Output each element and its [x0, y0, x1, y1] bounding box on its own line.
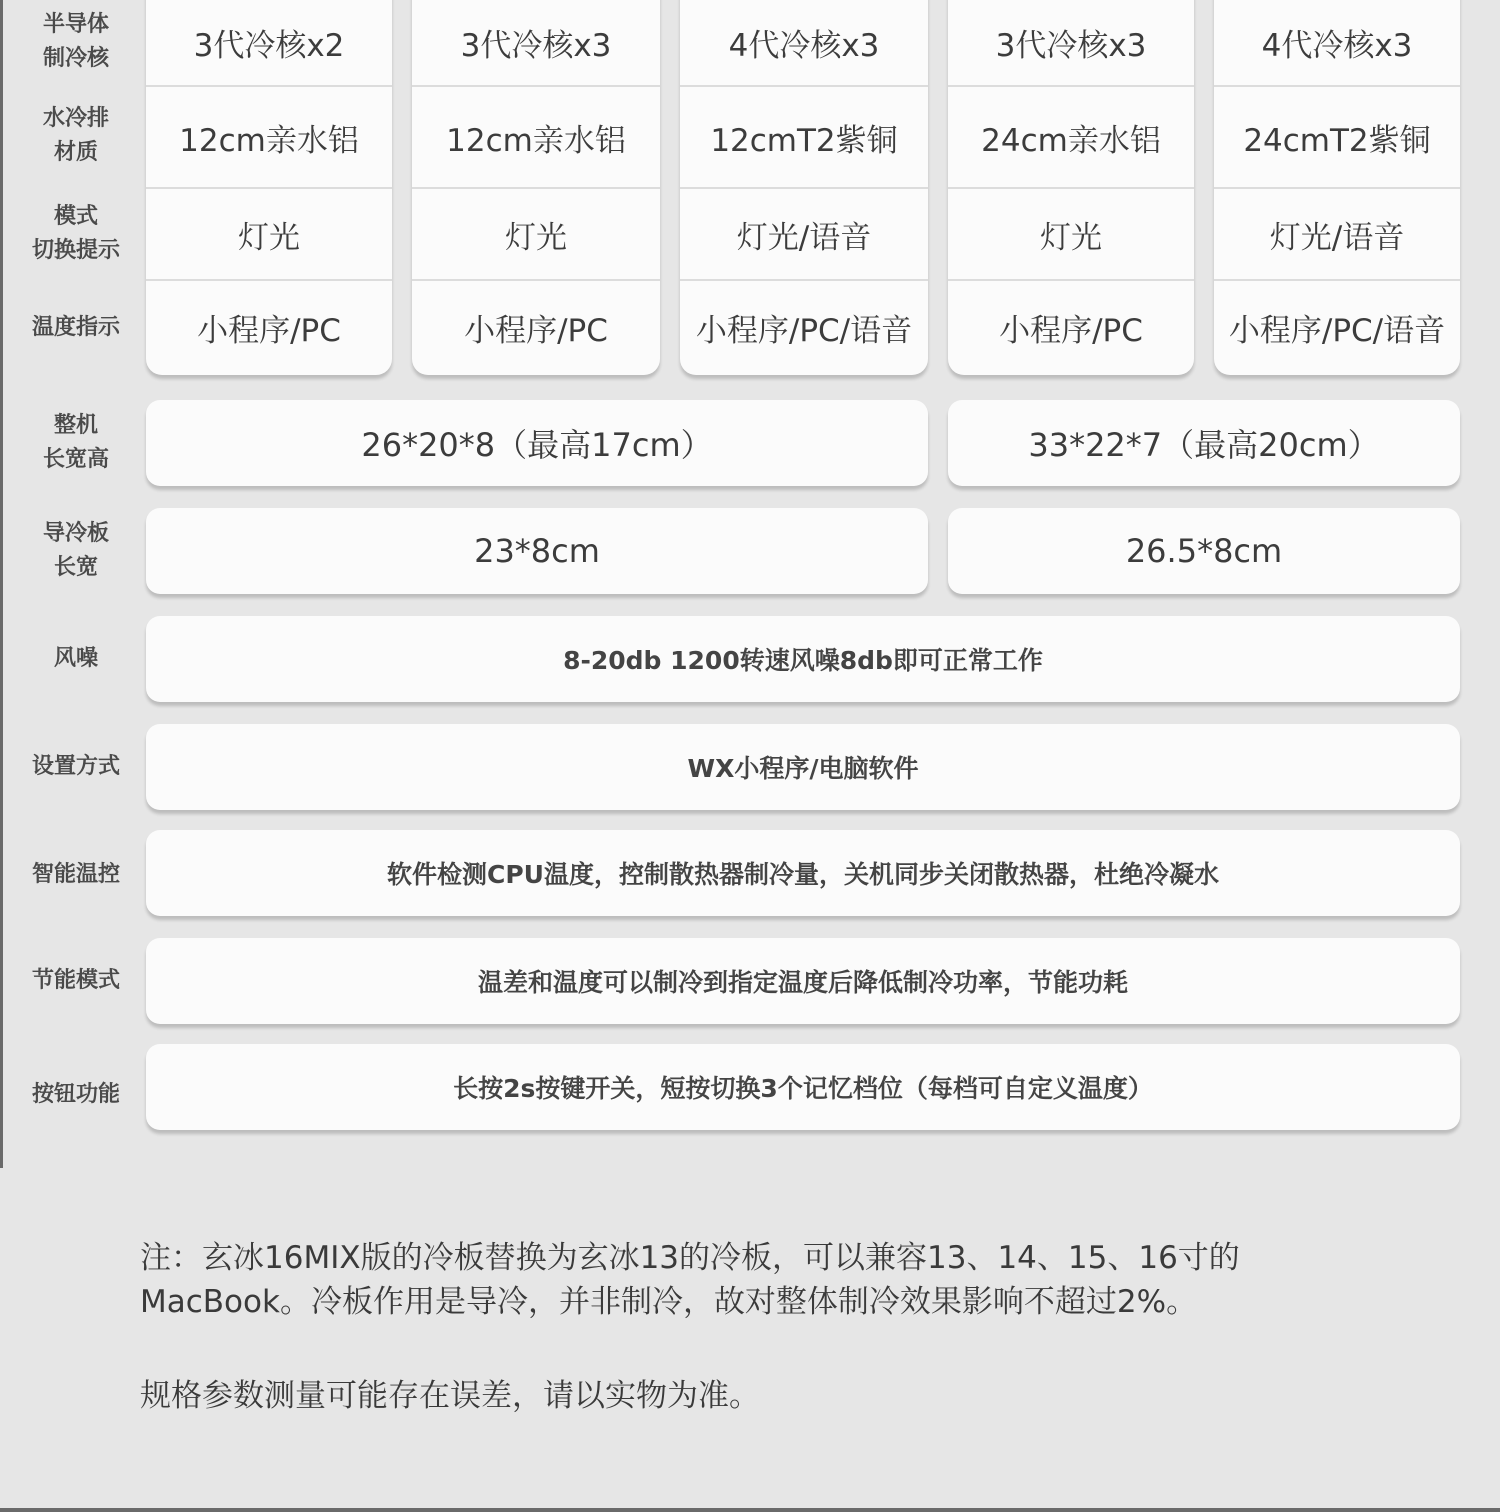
note-line-2: MacBook。冷板作用是导冷，并非制冷，故对整体制冷效果影响不超过2%。 [140, 1284, 1198, 1320]
label-core-line2: 制冷核 [42, 46, 109, 71]
label-eco [6, 936, 146, 1026]
label-smart-temp [6, 830, 146, 920]
temp-display-value: 小程序/PC/语音 [1228, 312, 1446, 349]
mode-hint-value: 灯光/语音 [1269, 219, 1405, 256]
noise-value: 8-20db 1200转速风噪8db即可正常工作 [146, 616, 1460, 702]
label-noise-text: 风噪 [53, 646, 98, 671]
model-column-5 [1214, 0, 1460, 375]
mode-hint-value: 灯光 [238, 219, 300, 256]
model-column-4 [948, 0, 1194, 375]
temp-display-value: 小程序/PC [999, 312, 1143, 349]
mode-hint-value: 灯光 [505, 219, 567, 256]
label-button-text: 按钮功能 [31, 1082, 120, 1107]
label-setting [6, 722, 146, 812]
setting-value: WX小程序/电脑软件 [146, 724, 1460, 810]
model-column-3 [680, 0, 928, 375]
radiator-value: 12cm亲水铝 [179, 122, 359, 159]
label-noise [6, 614, 146, 704]
compatibility-note [140, 1236, 1360, 1324]
label-temp-display [6, 282, 146, 374]
left-border [0, 0, 3, 1168]
button-value: 长按2s按键开关，短按切换3个记忆档位（每档可自定义温度） [146, 1044, 1460, 1130]
label-eco-text: 节能模式 [31, 968, 120, 993]
smart-temp-value: 软件检测CPU温度，控制散热器制冷量，关机同步关闭散热器，杜绝冷凝水 [146, 830, 1460, 916]
label-plate [6, 506, 146, 596]
temp-display-value: 小程序/PC/语音 [695, 312, 913, 349]
radiator-value: 12cm亲水铝 [446, 122, 626, 159]
label-plate-line1: 导冷板 [42, 521, 109, 546]
label-radiator [6, 86, 146, 186]
mode-hint-value: 灯光/语音 [736, 219, 872, 256]
size-value-large-model: 33*22*7（最高20cm） [948, 400, 1460, 486]
bottom-border [0, 1508, 1500, 1512]
label-core [6, 0, 146, 84]
radiator-value: 24cm亲水铝 [981, 122, 1161, 159]
label-setting-text: 设置方式 [31, 754, 120, 779]
label-core-line1: 半导体 [42, 12, 109, 37]
disclaimer: 规格参数测量可能存在误差，请以实物为准。 [140, 1378, 760, 1414]
temp-display-value: 小程序/PC [464, 312, 608, 349]
radiator-value: 24cmT2紫铜 [1243, 122, 1431, 159]
core-value: 3代冷核x2 [193, 27, 345, 64]
temp-display-value: 小程序/PC [197, 312, 341, 349]
core-value: 3代冷核x3 [460, 27, 612, 64]
label-radiator-line1: 水冷排 [42, 106, 109, 131]
label-mode-hint-line1: 模式 [53, 204, 98, 229]
size-value-small-model: 26*20*8（最高17cm） [146, 400, 928, 486]
label-size-line1: 整机 [53, 413, 98, 438]
label-temp-display-text: 温度指示 [31, 315, 120, 340]
label-size-line2: 长宽高 [42, 447, 109, 472]
eco-value: 温差和温度可以制冷到指定温度后降低制冷功率，节能功耗 [146, 938, 1460, 1024]
mode-hint-value: 灯光 [1040, 219, 1102, 256]
note-line-1: 注：玄冰16MIX版的冷板替换为玄冰13的冷板，可以兼容13、14、15、16寸的 [140, 1240, 1240, 1276]
plate-value-large-model: 26.5*8cm [948, 508, 1460, 594]
model-column-1 [146, 0, 392, 375]
core-value: 4代冷核x3 [728, 27, 880, 64]
label-size [6, 398, 146, 488]
label-radiator-line2: 材质 [53, 140, 98, 165]
radiator-value: 12cmT2紫铜 [710, 122, 898, 159]
plate-value-small-model: 23*8cm [146, 508, 928, 594]
model-column-2 [412, 0, 660, 375]
label-mode-hint [6, 188, 146, 280]
core-value: 3代冷核x3 [995, 27, 1147, 64]
core-value: 4代冷核x3 [1261, 27, 1413, 64]
label-smart-temp-text: 智能温控 [31, 862, 120, 887]
label-button [6, 1050, 146, 1140]
label-mode-hint-line2: 切换提示 [31, 238, 120, 263]
label-plate-line2: 长宽 [53, 555, 98, 580]
